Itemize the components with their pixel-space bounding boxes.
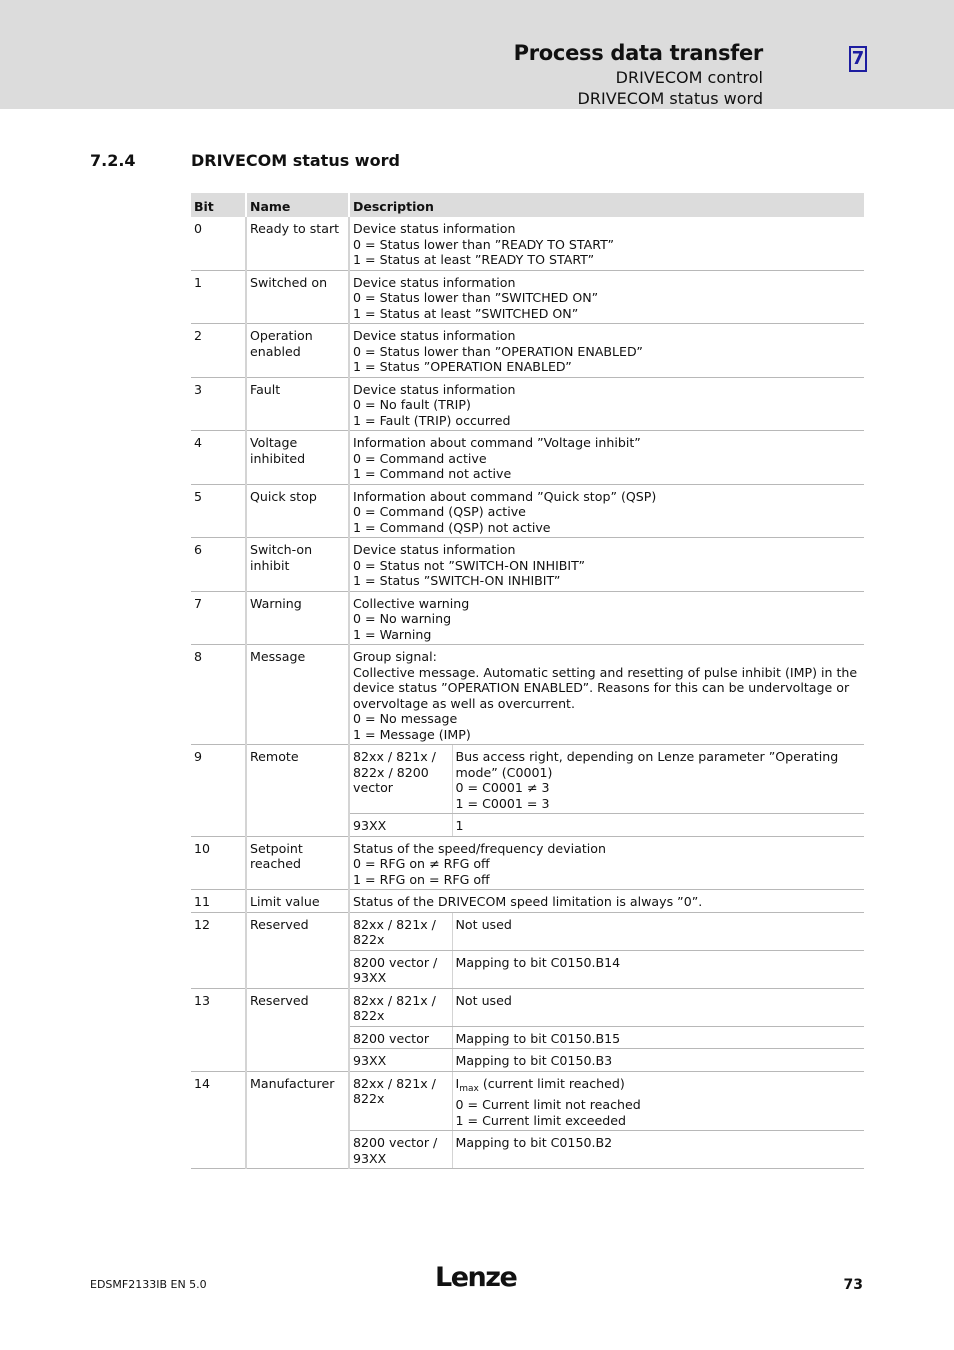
table-row <box>191 645 864 745</box>
table-row <box>191 270 864 324</box>
description-cell: Bus access right, depending on Lenze parameter ”Operating mode” (C0001) 0 = C0001 ≠ 3 1 = C0001 = 3 <box>452 745 864 814</box>
device-cell: 8200 vector / 93XX <box>349 1131 452 1169</box>
description-cell: Device status information 0 = Status lower than ”SWITCHED ON” 1 = Status at least ”SWITCHED ON” <box>349 270 864 324</box>
description-cell: Device status information 0 = Status lower than ”READY TO START” 1 = Status at least ”READY TO START” <box>349 217 864 270</box>
name-cell: Warning <box>246 591 349 645</box>
bit-cell: 11 <box>191 890 246 913</box>
description-cell: Mapping to bit C0150.B14 <box>452 950 864 988</box>
device-cell: 82xx / 821x / 822x <box>349 912 452 950</box>
description-cell: Mapping to bit C0150.B3 <box>452 1049 864 1072</box>
table-row <box>191 377 864 431</box>
section-heading: DRIVECOM status word <box>191 151 400 170</box>
description-cell: Device status information 0 = No fault (TRIP) 1 = Fault (TRIP) occurred <box>349 377 864 431</box>
device-cell: 8200 vector / 93XX <box>349 950 452 988</box>
bit-cell: 6 <box>191 538 246 592</box>
device-cell: 8200 vector <box>349 1026 452 1049</box>
lenze-logo: Lenze <box>435 1262 517 1293</box>
chapter-title: Process data transfer <box>513 41 763 65</box>
table-row <box>191 538 864 592</box>
description-subscript: max <box>459 1083 479 1094</box>
bit-cell: 14 <box>191 1071 246 1169</box>
bit-cell: 1 <box>191 270 246 324</box>
name-cell: Reserved <box>246 988 349 1071</box>
table-row <box>191 431 864 485</box>
name-cell: Ready to start <box>246 217 349 270</box>
device-cell: 82xx / 821x / 822x / 8200 vector <box>349 745 452 814</box>
name-cell: Voltage inhibited <box>246 431 349 485</box>
column-header-description: Description <box>349 193 864 217</box>
table-row <box>191 324 864 378</box>
bit-cell: 3 <box>191 377 246 431</box>
bit-cell: 10 <box>191 836 246 890</box>
section-number: 7.2.4 <box>90 151 136 170</box>
bit-cell: 9 <box>191 745 246 837</box>
name-cell: Switch-on inhibit <box>246 538 349 592</box>
description-cell: Device status information 0 = Status not ”SWITCH-ON INHIBIT” 1 = Status ”SWITCH-ON INHIBIT” <box>349 538 864 592</box>
bit-cell: 0 <box>191 217 246 270</box>
bit-cell: 13 <box>191 988 246 1071</box>
table-body <box>191 217 864 1169</box>
device-cell: 82xx / 821x / 822x <box>349 988 452 1026</box>
page-header <box>0 0 954 109</box>
description-cell: Mapping to bit C0150.B2 <box>452 1131 864 1169</box>
description-cell: 1 <box>452 814 864 837</box>
page-number: 73 <box>843 1277 863 1293</box>
name-cell: Quick stop <box>246 484 349 538</box>
device-cell: 82xx / 821x / 822x <box>349 1071 452 1131</box>
bit-cell: 5 <box>191 484 246 538</box>
device-cell: 93XX <box>349 814 452 837</box>
name-cell: Setpoint reached <box>246 836 349 890</box>
description-text: (current limit reached) 0 = Current limit not reached 1 = Current limit exceeded <box>455 1075 641 1128</box>
table-row <box>191 890 864 913</box>
bit-cell: 7 <box>191 591 246 645</box>
name-cell: Remote <box>246 745 349 837</box>
name-cell: Message <box>246 645 349 745</box>
column-header-bit: Bit <box>191 193 246 217</box>
table-row <box>191 217 864 270</box>
bit-cell: 4 <box>191 431 246 485</box>
document-code: EDSMF2133IB EN 5.0 <box>90 1278 207 1291</box>
table-row <box>191 591 864 645</box>
device-cell: 93XX <box>349 1049 452 1072</box>
table-row <box>191 912 864 950</box>
table-header-row <box>191 193 864 217</box>
description-cell: Information about command ”Quick stop” (QSP) 0 = Command (QSP) active 1 = Command (QSP) not active <box>349 484 864 538</box>
bit-cell: 8 <box>191 645 246 745</box>
table-row <box>191 484 864 538</box>
name-cell: Switched on <box>246 270 349 324</box>
description-symbol: I <box>455 1075 460 1091</box>
description-cell: Mapping to bit C0150.B15 <box>452 1026 864 1049</box>
description-cell: Not used <box>452 912 864 950</box>
bit-cell: 2 <box>191 324 246 378</box>
description-cell: Group signal: Collective message. Automatic setting and resetting of pulse inhibit (IMP) in the device status ”OPERATION ENABLED”. Reasons for this can be undervoltage or overvoltage as well as overcurrent. 0 = No message 1 = Message (IMP) <box>349 645 864 745</box>
description-cell <box>452 1071 864 1131</box>
description-cell: Status of the DRIVECOM speed limitation is always ”0”. <box>349 890 864 913</box>
table-row <box>191 988 864 1026</box>
description-cell: Collective warning 0 = No warning 1 = Warning <box>349 591 864 645</box>
description-cell: Device status information 0 = Status lower than ”OPERATION ENABLED” 1 = Status ”OPERATION ENABLED” <box>349 324 864 378</box>
name-cell: Reserved <box>246 912 349 988</box>
table-row <box>191 745 864 814</box>
status-word-table <box>191 193 864 1169</box>
description-cell: Status of the speed/frequency deviation 0 = RFG on ≠ RFG off 1 = RFG on = RFG off <box>349 836 864 890</box>
name-cell: Operation enabled <box>246 324 349 378</box>
section-subtitle: DRIVECOM control <box>615 68 763 87</box>
name-cell: Limit value <box>246 890 349 913</box>
column-header-name: Name <box>246 193 349 217</box>
name-cell: Manufacturer <box>246 1071 349 1169</box>
table-row <box>191 836 864 890</box>
subsection-subtitle: DRIVECOM status word <box>577 89 763 108</box>
description-cell: Information about command ”Voltage inhibit” 0 = Command active 1 = Command not active <box>349 431 864 485</box>
description-cell: Not used <box>452 988 864 1026</box>
chapter-number-badge[interactable]: 7 <box>849 46 867 72</box>
table-row <box>191 1071 864 1131</box>
bit-cell: 12 <box>191 912 246 988</box>
name-cell: Fault <box>246 377 349 431</box>
